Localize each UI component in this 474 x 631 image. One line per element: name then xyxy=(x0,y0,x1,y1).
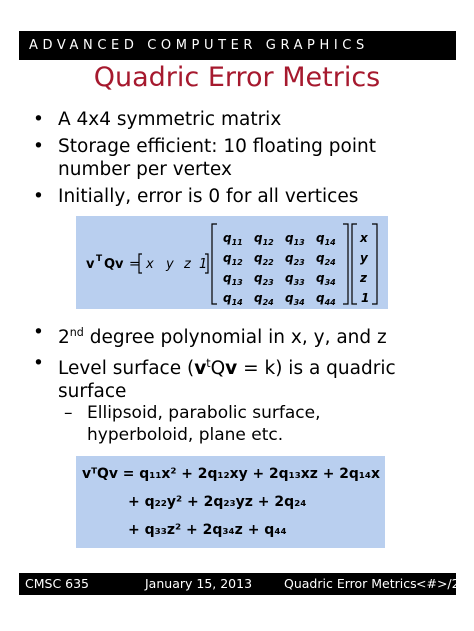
matrix-equation xyxy=(76,216,388,309)
col-vector-1: 1 xyxy=(361,291,370,305)
bullet-item: • Initially, error is 0 for all vertices xyxy=(33,186,359,207)
col-vector-x: x xyxy=(360,231,368,245)
matrix-equation-box xyxy=(76,216,388,309)
matrix-cell: $q_{12}$ xyxy=(223,251,243,267)
polynomial-equation xyxy=(76,456,385,548)
matrix-cell: $q_{14}$ xyxy=(316,231,336,247)
matrix-cell: $q_{24}$ xyxy=(316,251,336,267)
eq-lhs-v: v xyxy=(86,257,95,272)
row-vector-z: z xyxy=(184,257,191,272)
poly-line-3: + q₃₃z² + 2q₃₄z + q₄₄ xyxy=(128,522,287,538)
bullet-item: • 2nd degree polynomial in x, y, and z xyxy=(33,322,387,349)
course-header-bar xyxy=(19,31,456,60)
col-vector-z: z xyxy=(360,271,367,285)
bullet-item: • Level surface $(v^tQv = k)$ is a quadric surface xyxy=(33,353,396,403)
bullet-dot: • xyxy=(33,353,44,374)
bullet-item: • Storage efficient: 10 floating point number per vertex xyxy=(33,136,376,180)
matrix-cell: $q_{14}$ xyxy=(223,291,243,307)
bullet-item: • A 4x4 symmetric matrix xyxy=(33,109,282,130)
matrix-cell: $q_{44}$ xyxy=(316,291,336,307)
row-vector-1: 1 xyxy=(199,257,208,272)
matrix-cell: $q_{23}$ xyxy=(285,251,305,267)
footer-page: <#>/20 xyxy=(416,576,468,591)
matrix-cell: $q_{24}$ xyxy=(254,291,274,307)
col-vector-y: y xyxy=(360,251,368,265)
sub-bullet-item: – Ellipsoid, parabolic surface, hyperboloid, plane etc. xyxy=(64,403,321,445)
footer-topic: Quadric Error Metrics xyxy=(284,576,417,591)
poly-line-2: + q₂₂y² + 2q₂₃yz + 2q₂₄ xyxy=(128,494,307,510)
matrix-cell: $q_{34}$ xyxy=(316,271,336,287)
eq-lhs-qv: Qv xyxy=(104,257,124,272)
footer-course: CMSC 635 xyxy=(25,576,90,591)
matrix-cell: $q_{34}$ xyxy=(285,291,305,307)
row-vector-x: x xyxy=(146,257,154,272)
matrix-cell: $q_{11}$ xyxy=(223,231,243,247)
matrix-cell: $q_{23}$ xyxy=(254,271,274,287)
matrix-cell: $q_{22}$ xyxy=(254,251,274,267)
eq-equals: = xyxy=(129,257,140,272)
matrix-cell: $q_{13}$ xyxy=(285,231,305,247)
bullet-dot: • xyxy=(33,322,44,343)
eq-lhs-sup: T xyxy=(96,254,103,264)
course-title: ADVANCED COMPUTER GRAPHICS xyxy=(29,38,369,53)
bullet-dot: • xyxy=(33,109,44,130)
polynomial-equation-box xyxy=(76,456,385,548)
footer-bar xyxy=(19,573,468,595)
matrix-cell: $q_{13}$ xyxy=(223,271,243,287)
poly-line-1: vᵀQv = q₁₁x² + 2q₁₂xy + 2q₁₃xz + 2q₁₄x xyxy=(82,466,380,482)
matrix-cell: $q_{12}$ xyxy=(254,231,274,247)
matrix-cell: $q_{33}$ xyxy=(285,271,305,287)
sub-bullet-dash: – xyxy=(64,403,73,423)
row-vector-y: y xyxy=(166,257,174,272)
slide-title: Quadric Error Metrics xyxy=(93,62,381,93)
bullet-dot: • xyxy=(33,136,44,157)
bullet-dot: • xyxy=(33,186,44,207)
footer-date: January 15, 2013 xyxy=(145,576,253,591)
